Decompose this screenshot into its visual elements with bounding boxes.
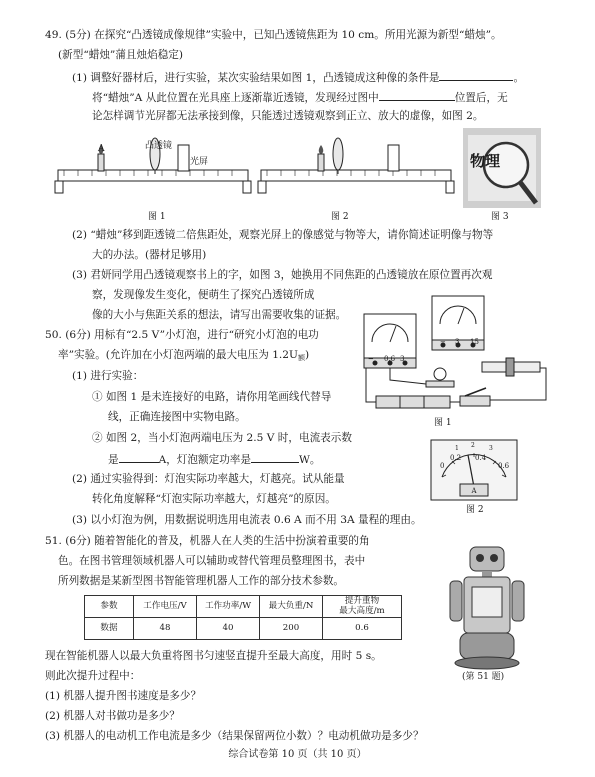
q51-part3: (3) 机器人的电动机工作电流是多少（结果保留两位小数）？电动机做功是多少？ [45, 730, 424, 742]
table-cell-lift-height: 0.6 [323, 618, 402, 640]
table-row [85, 618, 402, 640]
q50-fig1-caption: 图 1 [434, 418, 452, 428]
answer-blank[interactable] [119, 453, 159, 463]
dial-tick-0: 0 [440, 462, 445, 470]
table-cell-voltage: 48 [134, 618, 197, 640]
table-header-lift-height: 提升重物 最大高度/m [323, 596, 402, 618]
ammeter-term-3: 3 [400, 355, 405, 363]
q51-head-line2: 色。在图书管理领域机器人可以辅助或替代管理员整理图书，表中 [58, 555, 366, 567]
ammeter-term-minus: − [368, 355, 374, 363]
ammeter-term-0.6: 0.6 [384, 355, 396, 363]
q50-part3: (3) 以小灯泡为例，用数据说明选用电流表 0.6 A 而不用 3A 量程的理由。 [72, 514, 422, 526]
q50-c1-line2: 线，正确连接图中实物电路。 [108, 411, 246, 423]
q50-head: 50. (6分) 用标有“2.5 V”小灯泡，进行“研究小灯泡的电功 [45, 329, 319, 341]
table-row [85, 596, 402, 618]
q50-head-line2: 率”实验。(允许加在小灯泡两端的最大电压为 1.2U额) [58, 349, 310, 362]
q49-part3-line3: 像的大小与焦距关系的想法，请写出需要收集的证据。 [92, 309, 347, 321]
table-header-power: 工作功率/W [197, 596, 260, 618]
voltmeter-term-15: 15 [470, 338, 479, 346]
q51-head: 51. (6分) 随着智能化的普及，机器人在人类的生活中扮演着重要的角 [45, 535, 370, 547]
q49-part1-line1: (1) 调整好器材后，进行实验，某次实验结果如图 1，凸透镜成这种像的条件是 。 [72, 72, 525, 84]
q51-robot-figure [444, 545, 532, 673]
voltmeter-term-minus: − [440, 338, 446, 346]
label-candle-A: A [98, 144, 105, 154]
dial-big-tick-2: 2 [471, 442, 475, 449]
q51-part1: (1) 机器人提升图书速度是多少？ [45, 690, 202, 702]
q50-fig2-caption: 图 2 [466, 505, 484, 515]
q49-part2-line1: (2) “蜡烛”移到距透镜二倍焦距处，观察光屏上的像感觉与物等大，请你简述证明像与物等 [72, 229, 494, 241]
dial-tick-0.2: 0.2 [450, 454, 462, 462]
page-footer: 综合试卷第 10 页（共 10 页） [228, 749, 367, 760]
q51-head-line3: 所列数据是某新型图书智能管理机器人工作的部分技术参数。 [58, 575, 345, 587]
table-header-param: 参数 [85, 596, 134, 618]
label-screen: 光屏 [190, 157, 209, 167]
table-header-voltage: 工作电压/V [134, 596, 197, 618]
q49-part3-line2: 察，发现像发生变化，便萌生了探究凸透镜所成 [92, 289, 315, 301]
q50-part2-line1: (2) 通过实验得到：灯泡实际功率越大，灯越亮。试从能量 [72, 473, 345, 485]
answer-blank[interactable] [251, 453, 299, 463]
svg-text:A: A [471, 487, 477, 495]
robot-spec-table [84, 595, 402, 640]
dial-big-tick-3: 3 [489, 445, 493, 452]
table-label-data: 数据 [85, 618, 134, 640]
q49-part1-line3: 论怎样调节光屏都无法承接到像，只能透过透镜观察到正立、放大的虚像，如图 2。 [92, 110, 484, 122]
dial-tick-0.4: 0.4 [475, 454, 487, 462]
q51-stem-line1: 现在智能机器人以最大负重将图书匀速竖直提升至最大高度，用时 5 s。 [45, 650, 382, 662]
q51-part2: (2) 机器人对书做功是多少？ [45, 710, 180, 722]
fig1-caption: 图 1 [148, 212, 166, 222]
voltmeter-term-3: 3 [455, 338, 460, 346]
fig2-caption: 图 2 [331, 212, 349, 222]
q50-part2-line2: 转化角度解释“灯泡实际功率越大，灯越亮”的原因。 [92, 493, 336, 505]
q49-head-note: (新型“蜡烛”蒲且烛焰稳定) [58, 49, 184, 61]
label-lens: 凸透镜 [145, 141, 173, 151]
dial-tick-0.6: 0.6 [498, 462, 510, 470]
robot-caption: (第 51 题) [462, 672, 505, 682]
table-cell-max-load: 200 [260, 618, 323, 640]
q49-part1-text: (1) 调整好器材后，进行实验，某次实验结果如图 1，凸透镜成这种像的条件是 [72, 72, 440, 84]
q49-figure-2-optical-bench [255, 134, 457, 210]
q50-c2-line1: ② 如图 2，当小灯泡两端电压为 2.5 V 时，电流表示数 [92, 432, 352, 444]
answer-blank[interactable] [379, 91, 455, 101]
q49-head: 49. (5分) 在探究“凸透镜成像规律”实验中，已知凸透镜焦距为 10 cm。所用光源为新型“蜡烛”。 [45, 29, 502, 41]
q49-part2-line2: 大的办法。(器材足够用) [92, 249, 207, 261]
q51-stem-line2: 则此次提升过程中： [45, 670, 141, 682]
table-header-max-load: 最大负重/N [260, 596, 323, 618]
q50-c1-line1: ① 如图 1 是未连接好的电路，请你用笔画线代替导 [92, 391, 332, 403]
q50-c2-line2: 是 A，灯泡额定功率是 W。 [108, 454, 321, 466]
book-text-magnified: 物理 [470, 152, 501, 170]
fig3-caption: 图 3 [491, 212, 509, 222]
q49-part3-line1: (3) 君妍同学用凸透镜观察书上的字，如图 3，她换用不同焦距的凸透镜放在原位置再次观 [72, 269, 493, 281]
q50-part1: (1) 进行实验： [72, 370, 144, 382]
q49-part1-line2: 将“蜡烛”A 从此位置在光具座上逐渐靠近透镜，发现经过图中 位置后，无 [92, 92, 508, 104]
table-cell-power: 40 [197, 618, 260, 640]
answer-blank[interactable] [439, 71, 513, 81]
dial-big-tick-1: 1 [455, 445, 459, 452]
